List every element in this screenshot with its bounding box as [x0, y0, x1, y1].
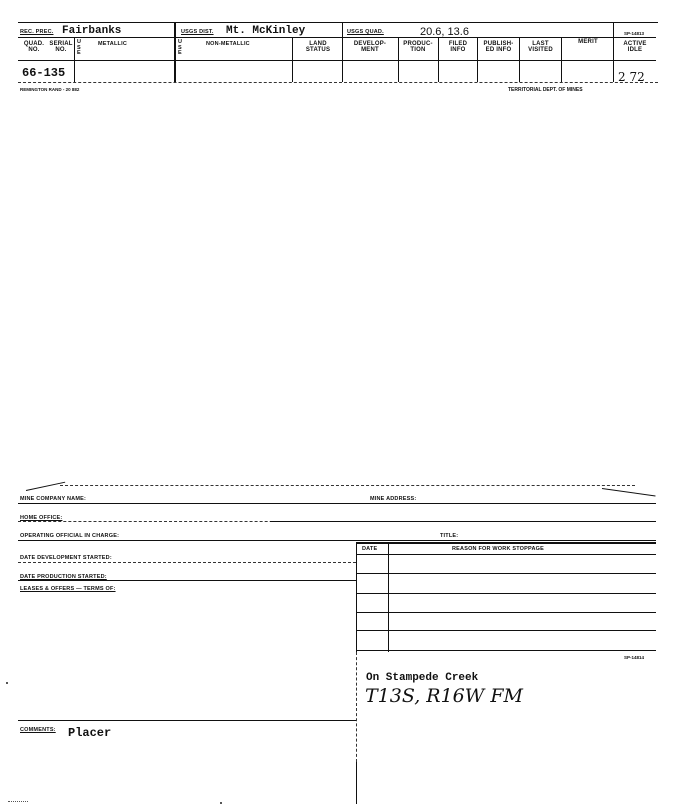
header-metallic: METALLIC: [98, 41, 127, 47]
rec-prec-value: Fairbanks: [62, 25, 122, 37]
header-last-visited: LAST VISITED: [528, 41, 553, 53]
home-office-label: HOME OFFICE:: [20, 515, 63, 521]
top-card-bottom-edge: [18, 82, 658, 83]
bottom-form-code: SP-14814: [624, 655, 645, 660]
header-production: PRODUC-TION: [403, 41, 433, 53]
usgs-dist-value: Mt. McKinley: [226, 25, 306, 37]
rec-prec-label: REC. PREC.: [20, 29, 54, 35]
mine-address-label: MINE ADDRESS:: [370, 496, 417, 502]
header-non-metallic: NON-METALLIC: [206, 41, 250, 47]
header-use-nonmetallic: U S E: [178, 39, 183, 56]
title-label: TITLE:: [440, 533, 459, 539]
header-serial-no: SERIAL NO.: [49, 41, 73, 53]
active-idle-value: 2 72: [618, 70, 645, 84]
header-use-metallic: U S E: [77, 39, 82, 56]
header-published-info: PUBLISH-ED INFO: [483, 41, 514, 53]
location-text: On Stampede Creek: [366, 672, 479, 684]
header-quad-no: QUAD. NO.: [23, 41, 45, 53]
card-top-edge: [18, 22, 658, 23]
leases-offers-label: LEASES & OFFERS — TERMS OF:: [20, 586, 116, 592]
header-development: DEVELOP-MENT: [353, 41, 387, 53]
quad-serial-value: 66-135: [22, 66, 66, 80]
header-row-divider: [18, 60, 656, 61]
header-land-status: LAND STATUS: [305, 41, 331, 53]
comments-value: Placer: [68, 726, 112, 740]
date-dev-started-label: DATE DEVELOPMENT STARTED:: [20, 555, 112, 561]
date-column-label: DATE: [362, 546, 378, 552]
date-prod-started-label: DATE PRODUCTION STARTED:: [20, 574, 107, 580]
usgs-dist-label: USGS DIST.: [181, 29, 214, 35]
bottom-card-top-edge: [60, 485, 635, 486]
operating-official-label: OPERATING OFFICIAL IN CHARGE:: [20, 533, 120, 539]
mine-company-name-label: MINE COMPANY NAME:: [20, 496, 87, 502]
usgs-quad-value: 20.6, 13.6: [420, 26, 469, 38]
top-footer-right: TERRITORIAL DEPT. OF MINES: [508, 87, 583, 93]
header-filed-info: FILED INFO: [448, 41, 468, 53]
comments-label: COMMENTS:: [20, 727, 56, 733]
reason-column-label: REASON FOR WORK STOPPAGE: [452, 546, 544, 552]
usgs-quad-label: USGS QUAD.: [347, 29, 384, 35]
header-merit: MERIT: [578, 39, 598, 45]
top-footer-left: REMINGTON RAND - 20 882: [20, 87, 80, 92]
top-form-code: SP-14813: [624, 31, 645, 36]
header-active-idle: ACTIVE IDLE: [623, 41, 647, 53]
handwritten-township-range: T13S, R16W FM: [365, 685, 523, 707]
